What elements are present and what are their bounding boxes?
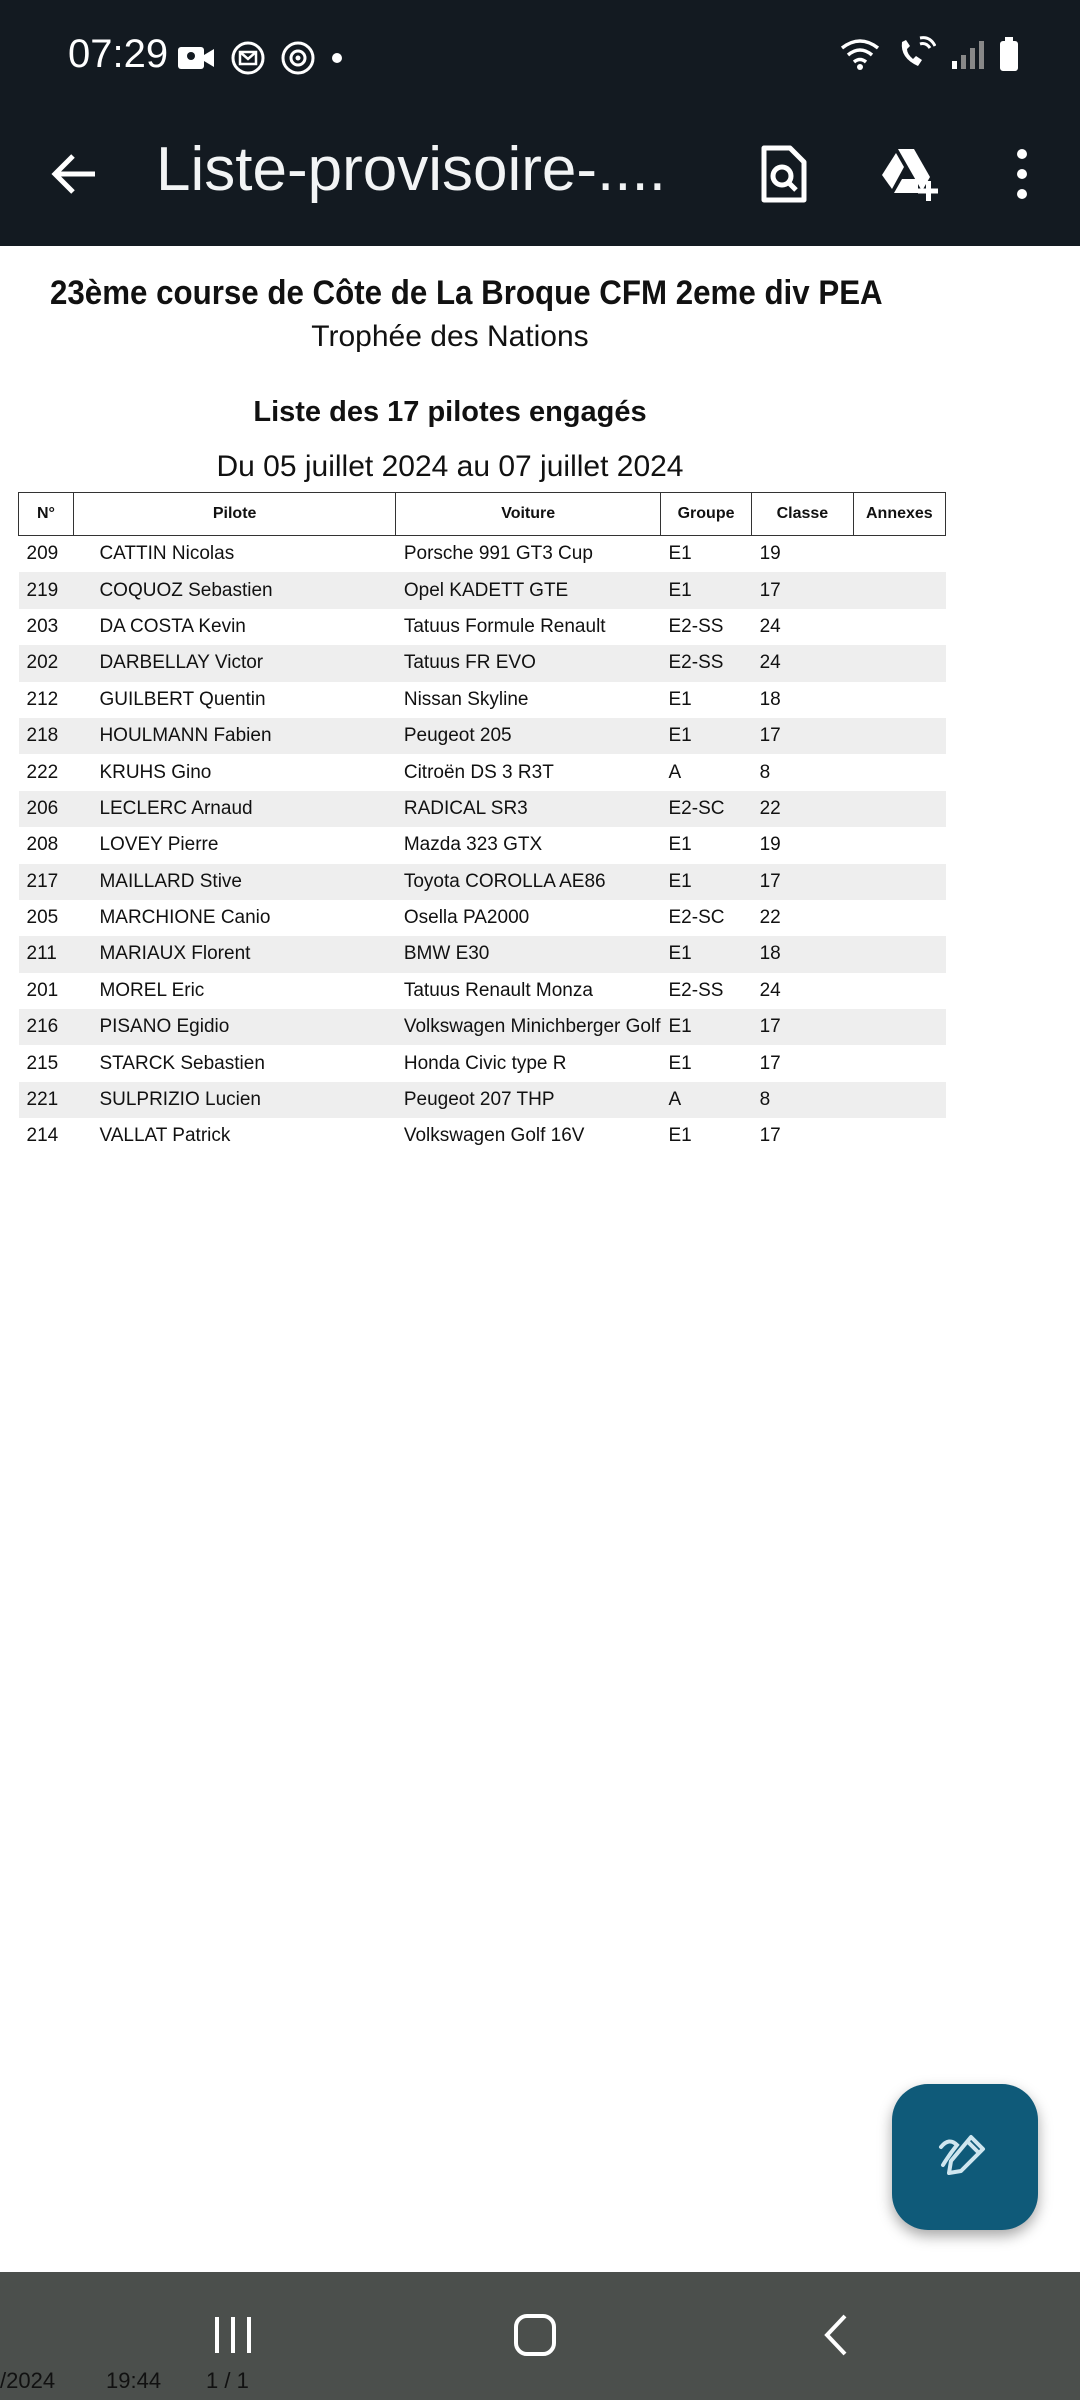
cell-annexes [853, 936, 945, 972]
cell-annexes [853, 973, 945, 1009]
cell-pilote: MAILLARD Stive [73, 864, 395, 900]
cell-annexes [853, 536, 945, 573]
cell-voiture: Porsche 991 GT3 Cup [403, 543, 593, 565]
cell-groupe: E2-SC [668, 907, 725, 929]
cell-voiture: Peugeot 207 THP [396, 1082, 661, 1118]
cell-voiture: Toyota COROLLA AE86 [396, 864, 661, 900]
cell-groupe: E1 [668, 688, 692, 710]
table-row [19, 864, 946, 900]
cell-num: 212 [26, 688, 59, 710]
cell-voiture: Osella PA2000 [403, 907, 530, 929]
col-header-num: N° [19, 493, 74, 536]
event-dates: Du 05 juillet 2024 au 07 juillet 2024 [216, 450, 684, 483]
cell-classe: 17 [752, 1009, 854, 1045]
cell-classe: 24 [759, 979, 781, 1001]
mail-icon [230, 40, 266, 81]
cell-classe: 22 [759, 907, 781, 929]
table-row [19, 718, 946, 754]
status-time: 07:29 [68, 32, 169, 76]
cell-num: 221 [19, 1082, 74, 1118]
footer-page: 1 / 1 [206, 2368, 249, 2393]
cell-pilote: DARBELLAY Victor [73, 645, 395, 681]
wifi-icon [838, 36, 882, 77]
pdf-page[interactable] [0, 246, 1080, 2272]
col-header-annexes: Annexes [853, 493, 945, 536]
status-bar [0, 0, 1080, 118]
document-title: Liste-provisoire-.... [156, 135, 666, 204]
col-header-groupe: Groupe [661, 493, 752, 536]
cell-annexes [853, 718, 945, 754]
table-row [19, 682, 946, 718]
cell-pilote: STARCK Sebastien [99, 1052, 265, 1074]
wifi-call-icon [896, 36, 936, 77]
col-header-voiture: Voiture [396, 493, 661, 536]
home-button[interactable] [490, 2302, 580, 2372]
cell-classe: 8 [759, 761, 771, 783]
cell-pilote: COQUOZ Sebastien [73, 572, 395, 608]
cell-num: 201 [26, 979, 59, 1001]
cell-num: 215 [26, 1052, 59, 1074]
cell-annexes [853, 827, 945, 863]
cell-classe: 17 [759, 1125, 781, 1147]
table-row [19, 1082, 946, 1118]
cell-num: 206 [19, 791, 74, 827]
cell-voiture: Volkswagen Minichberger Golf [396, 1009, 661, 1045]
cell-groupe: E1 [668, 1052, 692, 1074]
edit-pen-icon [935, 2125, 995, 2190]
cell-groupe: A [661, 1082, 752, 1118]
entry-list-table [18, 492, 946, 1155]
cell-pilote: LECLERC Arnaud [73, 791, 395, 827]
cell-classe: 17 [752, 572, 854, 608]
cell-num: 216 [19, 1009, 74, 1045]
list-heading: Liste des 17 pilotes engagés [253, 396, 647, 428]
cell-num: 217 [19, 864, 74, 900]
cell-groupe: E1 [661, 718, 752, 754]
nav-back-button[interactable] [792, 2302, 882, 2372]
recent-apps-icon [211, 2313, 255, 2362]
table-row [19, 900, 946, 936]
drive-add-icon [878, 145, 942, 208]
cell-pilote: SULPRIZIO Lucien [73, 1082, 395, 1118]
cell-groupe: E1 [661, 572, 752, 608]
table-row [19, 1045, 946, 1081]
cell-voiture: BMW E30 [396, 936, 661, 972]
signal-icon [950, 37, 984, 76]
cell-pilote: MARCHIONE Canio [99, 907, 271, 929]
cell-voiture: Peugeot 205 [396, 718, 661, 754]
table-row [19, 645, 946, 681]
cell-annexes [853, 1118, 945, 1154]
cell-groupe: E1 [661, 1009, 752, 1045]
system-nav-bar [0, 2272, 1080, 2400]
more-options-button[interactable] [984, 138, 1060, 214]
cell-annexes [853, 900, 945, 936]
cell-groupe: E2-SS [661, 645, 752, 681]
table-row [19, 827, 946, 863]
cell-classe: 8 [752, 1082, 854, 1118]
save-to-drive-button[interactable] [872, 138, 948, 214]
cell-groupe: E2-SS [668, 979, 724, 1001]
cell-groupe: A [668, 761, 682, 783]
cell-voiture: Opel KADETT GTE [396, 572, 661, 608]
cell-pilote: PISANO Egidio [73, 1009, 395, 1045]
cell-num: 218 [19, 718, 74, 754]
cell-classe: 22 [752, 791, 854, 827]
cell-num: 222 [26, 761, 59, 783]
cell-groupe: E2-SS [668, 615, 724, 637]
footer-date: /2024 [0, 2368, 56, 2393]
cell-pilote: LOVEY Pierre [99, 834, 219, 856]
table-row [19, 609, 946, 645]
cell-annexes [853, 682, 945, 718]
cell-annexes [853, 1009, 945, 1045]
cell-num: 203 [26, 615, 59, 637]
cell-voiture: Tatuus Renault Monza [403, 979, 593, 1001]
cell-annexes [853, 609, 945, 645]
col-header-pilote: Pilote [73, 493, 395, 536]
cell-classe: 24 [752, 645, 854, 681]
more-vert-icon [1012, 146, 1032, 207]
cell-pilote: GUILBERT Quentin [99, 688, 266, 710]
table-row [19, 1118, 946, 1154]
cell-groupe: E1 [661, 936, 752, 972]
cell-annexes [853, 754, 945, 790]
cell-voiture: RADICAL SR3 [396, 791, 661, 827]
cell-groupe: E1 [668, 543, 692, 565]
race-subtitle: Trophée des Nations [311, 320, 589, 353]
cell-annexes [853, 572, 945, 608]
cell-pilote: MOREL Eric [99, 979, 205, 1001]
cell-num: 205 [26, 907, 59, 929]
cell-classe: 19 [759, 543, 781, 565]
cell-pilote: CATTIN Nicolas [99, 543, 235, 565]
edit-fab[interactable] [892, 2084, 1038, 2230]
cell-annexes [853, 1082, 945, 1118]
cell-num: 219 [19, 572, 74, 608]
race-title: 23ème course de Côte de La Broque CFM 2eme div PEA [50, 274, 883, 312]
cell-pilote: VALLAT Patrick [99, 1125, 231, 1147]
search-document-icon [758, 144, 810, 209]
cell-annexes [853, 1045, 945, 1081]
cell-voiture: Nissan Skyline [403, 688, 529, 710]
cell-num: 208 [26, 834, 59, 856]
cell-annexes [853, 645, 945, 681]
back-button[interactable] [40, 142, 108, 210]
cell-annexes [853, 791, 945, 827]
cell-voiture: Volkswagen Golf 16V [403, 1125, 585, 1147]
cell-classe: 17 [759, 1052, 781, 1074]
table-row [19, 973, 946, 1009]
back-icon [817, 2312, 857, 2363]
video-call-icon [176, 41, 216, 80]
cell-classe: 17 [752, 864, 854, 900]
cell-classe: 24 [759, 615, 781, 637]
cell-groupe: E1 [668, 1125, 692, 1147]
cell-num: 202 [19, 645, 74, 681]
cell-num: 209 [26, 543, 59, 565]
back-arrow-icon [49, 149, 99, 204]
table-row [19, 936, 946, 972]
table-row [19, 754, 946, 790]
recent-apps-button[interactable] [188, 2302, 278, 2372]
cell-classe: 18 [752, 936, 854, 972]
cell-classe: 17 [752, 718, 854, 754]
cell-num: 214 [26, 1125, 59, 1147]
cell-voiture: Tatuus Formule Renault [403, 615, 606, 637]
home-icon [512, 2312, 558, 2363]
status-notification-icons [176, 40, 344, 81]
app-bar [0, 118, 1080, 246]
cell-annexes [853, 864, 945, 900]
cell-voiture: Tatuus FR EVO [396, 645, 661, 681]
table-header-row [19, 493, 946, 536]
cell-classe: 19 [759, 834, 781, 856]
table-row [19, 1009, 946, 1045]
footer-time: 19:44 [106, 2368, 162, 2393]
table-row [19, 536, 946, 573]
cell-num: 211 [19, 936, 74, 972]
battery-icon [998, 36, 1020, 77]
table-row [19, 572, 946, 608]
cell-groupe: E2-SC [661, 791, 752, 827]
table-row [19, 791, 946, 827]
cell-pilote: DA COSTA Kevin [99, 615, 246, 637]
cell-voiture: Mazda 323 GTX [403, 834, 543, 856]
cell-groupe: E1 [661, 864, 752, 900]
cell-classe: 18 [759, 688, 781, 710]
cell-pilote: MARIAUX Florent [73, 936, 395, 972]
col-header-classe: Classe [752, 493, 854, 536]
cell-groupe: E1 [668, 834, 692, 856]
search-document-button[interactable] [746, 138, 822, 214]
cell-voiture: Honda Civic type R [403, 1052, 567, 1074]
status-system-icons [838, 36, 1020, 77]
cell-pilote: HOULMANN Fabien [73, 718, 395, 754]
cell-voiture: Citroën DS 3 R3T [403, 761, 554, 783]
cell-pilote: KRUHS Gino [99, 761, 212, 783]
sync-icon [280, 40, 316, 81]
dot-icon [330, 51, 344, 70]
